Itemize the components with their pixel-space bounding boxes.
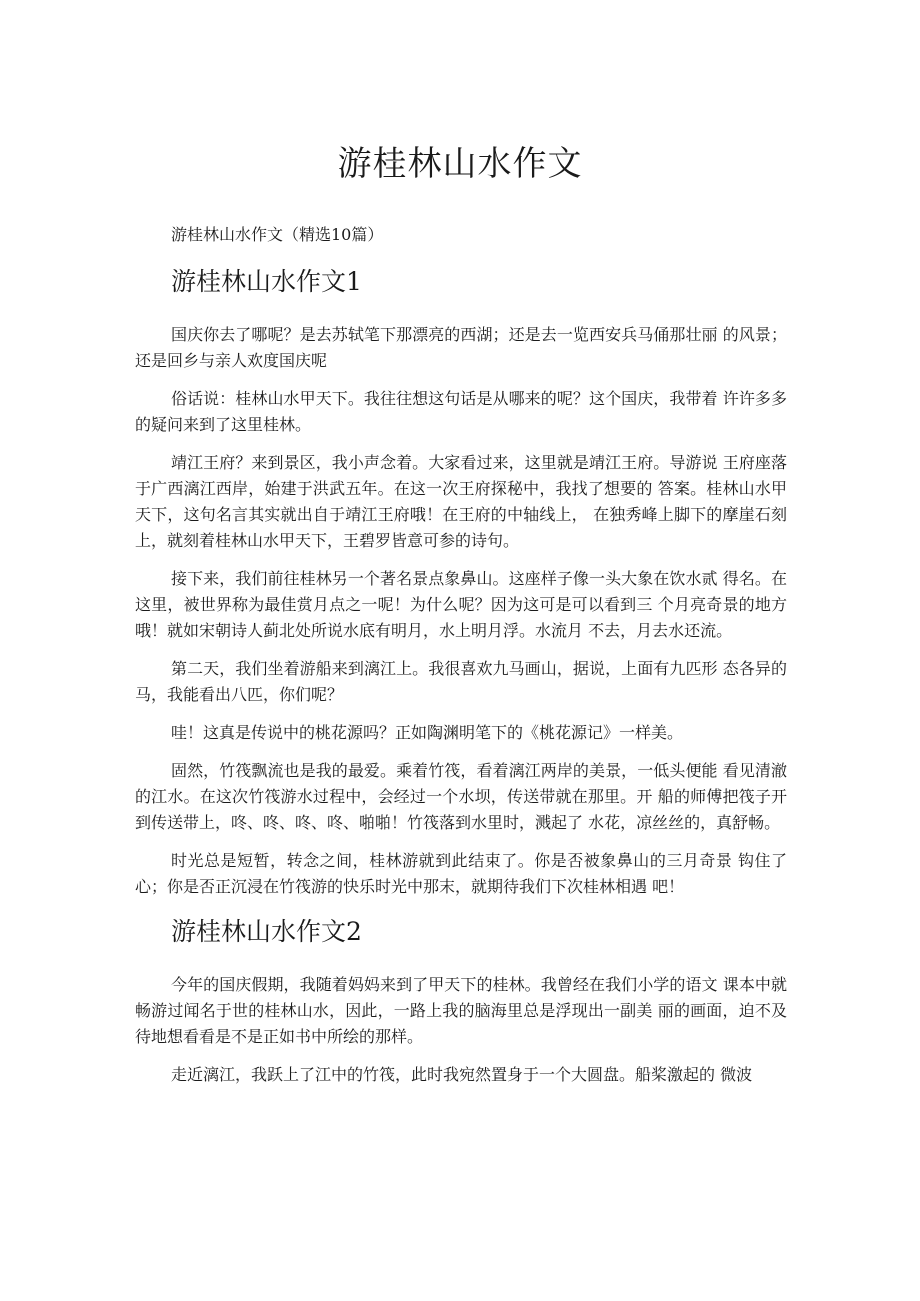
paragraph: 第二天，我们坐着游船来到漓江上。我很喜欢九马画山，据说，上面有九匹形 态各异的马，我能看出八匹，你们呢？ bbox=[135, 659, 787, 704]
paragraph: 国庆你去了哪呢？是去苏轼笔下那漂亮的西湖；还是去一览西安兵马俑那壮丽 的风景；还是回乡与亲人欢度国庆呢 bbox=[135, 325, 787, 370]
paragraph: 哇！这真是传说中的桃花源吗？正如陶渊明笔下的《桃花源记》一样美。 bbox=[171, 723, 684, 742]
section-heading: 游桂林山水作文2 bbox=[171, 917, 362, 946]
section-heading: 游桂林山水作文1 bbox=[171, 267, 362, 296]
essay-section-2 bbox=[135, 912, 787, 1088]
paragraph: 靖江王府？来到景区，我小声念着。大家看过来，这里就是靖江王府。导游说 王府座落于广西漓江西岸，始建于洪武五年。在这一次王府探秘中，我找了想要的 答案。桂林山水甲天下，这句名言其实就出自于靖江王府哦！在王府的中轴线上， 在独秀峰上脚下的摩崖石刻上，就刻着桂林山水甲天下，王碧罗皆意可参的诗句。 bbox=[135, 453, 787, 550]
document-title: 游桂林山水作文 bbox=[337, 144, 583, 184]
essay-section-1 bbox=[135, 262, 787, 900]
paragraph: 固然，竹筏飘流也是我的最爱。乘着竹筏，看着漓江两岸的美景，一低头便能 看见清澈的江水。在这次竹筏游水过程中，会经过一个水坝，传送带就在那里。开 船的师傅把筏子开到传送带上，咚、咚、咚、咚、啪啪！竹筏落到水里时，溅起了 水花，凉丝丝的，真舒畅。 bbox=[135, 761, 787, 832]
paragraph: 走近漓江，我跃上了江中的竹筏，此时我宛然置身于一个大圆盘。船桨激起的 微波 bbox=[171, 1065, 753, 1084]
paragraph: 时光总是短暂，转念之间，桂林游就到此结束了。你是否被象鼻山的三月奇景 钩住了心；你是否正沉浸在竹筏游的快乐时光中那末，就期待我们下次桂林相遇 吧！ bbox=[135, 851, 787, 896]
paragraph: 接下来，我们前往桂林另一个著名景点象鼻山。这座样子像一头大象在饮水贰 得名。在这里，被世界称为最佳赏月点之一呢！为什么呢？因为这可是可以看到三 个月亮奇景的地方哦！就如宋朝诗人蓟北处所说水底有明月，水上明月浮。水流月 不去，月去水还流。 bbox=[135, 569, 787, 640]
document-body bbox=[135, 262, 787, 1100]
document-subtitle: 游桂林山水作文（精选10篇） bbox=[171, 225, 384, 244]
paragraph: 俗话说：桂林山水甲天下。我往往想这句话是从哪来的呢？这个国庆，我带着 许许多多的疑问来到了这里桂林。 bbox=[135, 389, 787, 434]
paragraph: 今年的国庆假期，我随着妈妈来到了甲天下的桂林。我曾经在我们小学的语文 课本中就畅游过闻名于世的桂林山水，因此，一路上我的脑海里总是浮现出一副美 丽的画面，迫不及待地想看看是不是正如书中所绘的那样。 bbox=[135, 975, 787, 1046]
